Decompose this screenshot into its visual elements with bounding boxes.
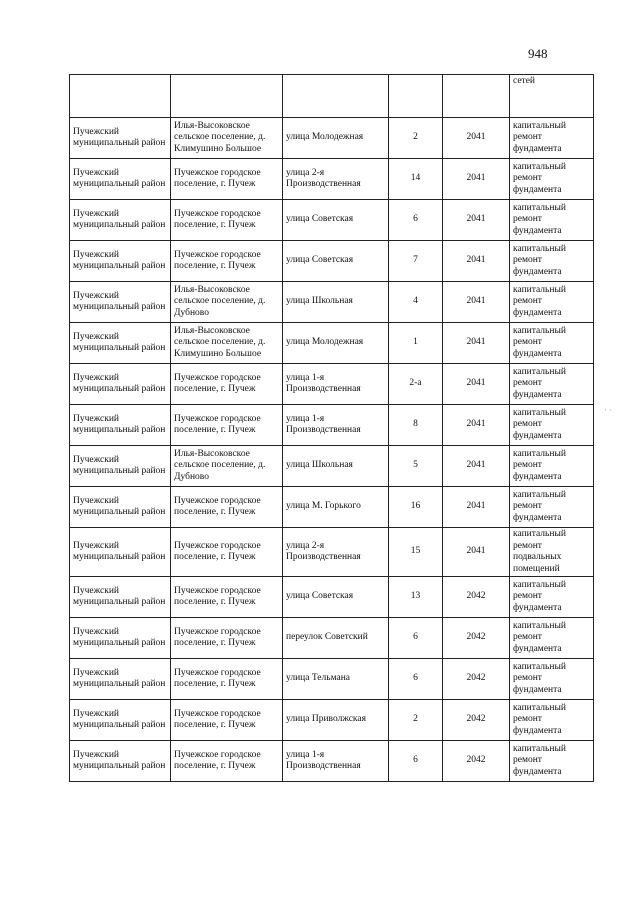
cell-settlement: Пучежское городское поселение, г. Пучеж — [171, 200, 283, 241]
cell-year: 2041 — [443, 159, 510, 200]
cell-area: Пучежский муниципальный район — [70, 659, 171, 700]
cell-house: 14 — [389, 159, 443, 200]
cell-house: 4 — [389, 282, 443, 323]
cell-year: 2041 — [443, 282, 510, 323]
cell-settlement: Пучежское городское поселение, г. Пучеж — [171, 741, 283, 782]
cell-street: улица 1-я Производственная — [283, 741, 389, 782]
cell-street: улица Молодежная — [283, 118, 389, 159]
cell-area: Пучежский муниципальный район — [70, 446, 171, 487]
cell-house: 15 — [389, 528, 443, 577]
table-row — [70, 159, 594, 200]
cell-settlement — [171, 75, 283, 118]
cell-house: 2-а — [389, 364, 443, 405]
cell-house: 2 — [389, 118, 443, 159]
cell-area: Пучежский муниципальный район — [70, 577, 171, 618]
cell-year: 2041 — [443, 200, 510, 241]
cell-settlement: Пучежское городское поселение, г. Пучеж — [171, 405, 283, 446]
table-row — [70, 528, 594, 577]
cell-house: 6 — [389, 659, 443, 700]
cell-house — [389, 75, 443, 118]
cell-settlement: Илья-Высоковское сельское поселение, д. Климушино Большое — [171, 118, 283, 159]
cell-street — [283, 75, 389, 118]
cell-area — [70, 75, 171, 118]
table-row — [70, 323, 594, 364]
table-row — [70, 118, 594, 159]
cell-work: капитальный ремонт фундамента — [510, 241, 594, 282]
cell-area: Пучежский муниципальный район — [70, 159, 171, 200]
cell-street: переулок Советский — [283, 618, 389, 659]
cell-year — [443, 75, 510, 118]
cell-settlement: Илья-Высоковское сельское поселение, д. Климушино Большое — [171, 323, 283, 364]
cell-work: сетей — [510, 75, 594, 118]
cell-year: 2041 — [443, 528, 510, 577]
cell-year: 2042 — [443, 741, 510, 782]
table-row — [70, 405, 594, 446]
cell-year: 2041 — [443, 241, 510, 282]
cell-house: 13 — [389, 577, 443, 618]
cell-year: 2041 — [443, 364, 510, 405]
cell-work: капитальный ремонт фундамента — [510, 659, 594, 700]
table-row — [70, 446, 594, 487]
table-row — [70, 618, 594, 659]
cell-work: капитальный ремонт подвальных помещений — [510, 528, 594, 577]
cell-street: улица 1-я Производственная — [283, 364, 389, 405]
cell-house: 6 — [389, 618, 443, 659]
cell-work: капитальный ремонт фундамента — [510, 118, 594, 159]
table-row — [70, 741, 594, 782]
cell-house: 1 — [389, 323, 443, 364]
cell-street: улица Тельмана — [283, 659, 389, 700]
cell-area: Пучежский муниципальный район — [70, 200, 171, 241]
cell-settlement: Пучежское городское поселение, г. Пучеж — [171, 159, 283, 200]
cell-work: капитальный ремонт фундамента — [510, 487, 594, 528]
cell-work: капитальный ремонт фундамента — [510, 200, 594, 241]
repair-schedule-table — [69, 74, 594, 782]
cell-year: 2042 — [443, 618, 510, 659]
cell-settlement: Пучежское городское поселение, г. Пучеж — [171, 700, 283, 741]
cell-house: 7 — [389, 241, 443, 282]
cell-year: 2042 — [443, 577, 510, 618]
cell-street: улица Молодежная — [283, 323, 389, 364]
continuation-row — [70, 75, 594, 118]
cell-house: 6 — [389, 200, 443, 241]
cell-settlement: Пучежское городское поселение, г. Пучеж — [171, 577, 283, 618]
cell-year: 2041 — [443, 323, 510, 364]
cell-area: Пучежский муниципальный район — [70, 700, 171, 741]
cell-house: 5 — [389, 446, 443, 487]
cell-street: улица 1-я Производственная — [283, 405, 389, 446]
cell-area: Пучежский муниципальный район — [70, 364, 171, 405]
cell-settlement: Пучежское городское поселение, г. Пучеж — [171, 364, 283, 405]
cell-year: 2042 — [443, 659, 510, 700]
cell-street: улица 2-я Производственная — [283, 159, 389, 200]
cell-year: 2041 — [443, 487, 510, 528]
cell-area: Пучежский муниципальный район — [70, 487, 171, 528]
cell-street: улица Советская — [283, 577, 389, 618]
cell-street: улица Школьная — [283, 282, 389, 323]
cell-street: улица Приволжская — [283, 700, 389, 741]
cell-area: Пучежский муниципальный район — [70, 741, 171, 782]
cell-year: 2042 — [443, 700, 510, 741]
page-number: 948 — [528, 46, 548, 61]
cell-street: улица Школьная — [283, 446, 389, 487]
cell-settlement: Пучежское городское поселение, г. Пучеж — [171, 618, 283, 659]
table-row — [70, 282, 594, 323]
cell-work: капитальный ремонт фундамента — [510, 618, 594, 659]
cell-settlement: Илья-Высоковское сельское поселение, д. Дубново — [171, 446, 283, 487]
cell-work: капитальный ремонт фундамента — [510, 741, 594, 782]
table-row — [70, 364, 594, 405]
cell-area: Пучежский муниципальный район — [70, 282, 171, 323]
cell-work: капитальный ремонт фундамента — [510, 700, 594, 741]
cell-year: 2041 — [443, 405, 510, 446]
cell-street: улица Советская — [283, 200, 389, 241]
cell-settlement: Пучежское городское поселение, г. Пучеж — [171, 487, 283, 528]
cell-area: Пучежский муниципальный район — [70, 241, 171, 282]
cell-area: Пучежский муниципальный район — [70, 118, 171, 159]
table-row — [70, 659, 594, 700]
table-row — [70, 241, 594, 282]
table-row — [70, 577, 594, 618]
cell-settlement: Пучежское городское поселение, г. Пучеж — [171, 528, 283, 577]
cell-year: 2041 — [443, 118, 510, 159]
cell-year: 2041 — [443, 446, 510, 487]
cell-work: капитальный ремонт фундамента — [510, 364, 594, 405]
cell-work: капитальный ремонт фундамента — [510, 446, 594, 487]
cell-house: 2 — [389, 700, 443, 741]
cell-street: улица 2-я Производственная — [283, 528, 389, 577]
scan-artifact: · · — [604, 405, 613, 415]
cell-street: улица М. Горького — [283, 487, 389, 528]
cell-street: улица Советская — [283, 241, 389, 282]
table-row — [70, 700, 594, 741]
cell-area: Пучежский муниципальный район — [70, 323, 171, 364]
cell-work: капитальный ремонт фундамента — [510, 323, 594, 364]
table-body — [70, 75, 594, 782]
cell-house: 8 — [389, 405, 443, 446]
cell-area: Пучежский муниципальный район — [70, 528, 171, 577]
cell-work: капитальный ремонт фундамента — [510, 282, 594, 323]
cell-work: капитальный ремонт фундамента — [510, 405, 594, 446]
cell-settlement: Илья-Высоковское сельское поселение, д. Дубново — [171, 282, 283, 323]
cell-area: Пучежский муниципальный район — [70, 405, 171, 446]
cell-work: капитальный ремонт фундамента — [510, 159, 594, 200]
table-row — [70, 487, 594, 528]
cell-settlement: Пучежское городское поселение, г. Пучеж — [171, 659, 283, 700]
table-row — [70, 200, 594, 241]
cell-settlement: Пучежское городское поселение, г. Пучеж — [171, 241, 283, 282]
cell-area: Пучежский муниципальный район — [70, 618, 171, 659]
cell-work: капитальный ремонт фундамента — [510, 577, 594, 618]
cell-house: 6 — [389, 741, 443, 782]
cell-house: 16 — [389, 487, 443, 528]
